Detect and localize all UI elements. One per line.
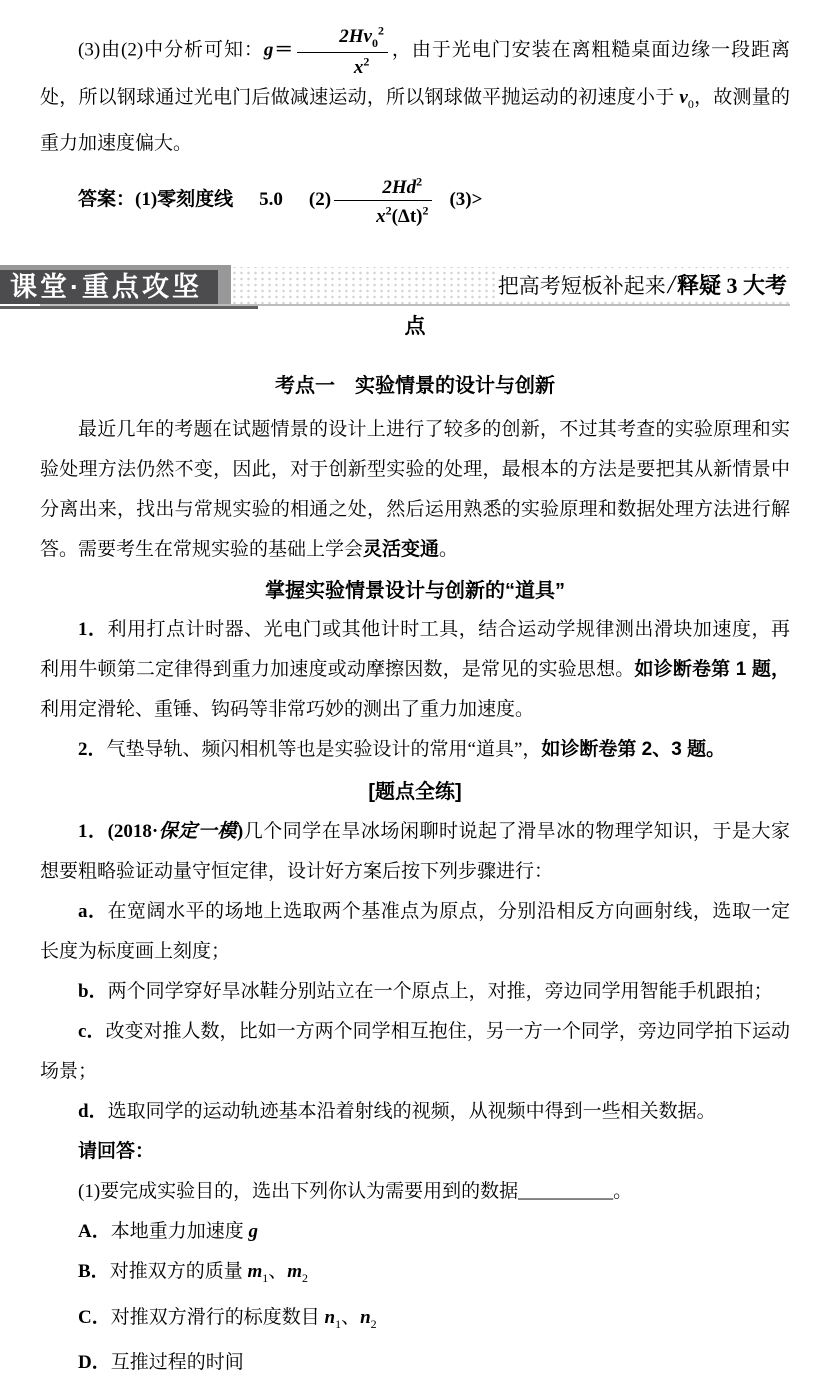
- option-b-letter: B．: [78, 1260, 110, 1282]
- point-item-1: [40, 610, 790, 730]
- step-b-marker: b．: [78, 980, 108, 1002]
- banner-tagline: [495, 270, 790, 301]
- problem-source-name: 保定一模: [158, 820, 237, 842]
- item1-bold: 如诊断卷第 1 题，: [634, 658, 791, 680]
- formula-fraction-1: [297, 24, 388, 78]
- numerator-sub: 0: [371, 36, 378, 51]
- step-a: [40, 892, 790, 972]
- answer-part2-label: (2): [308, 189, 332, 211]
- kaodian-heading: 考点一 实验情景的设计与创新: [275, 374, 555, 397]
- option-c-sub1: 1: [335, 1316, 342, 1331]
- option-b-sub1: 1: [262, 1270, 269, 1285]
- problem-source-open: (: [107, 820, 114, 842]
- option-c-text: 对推双方滑行的标度数目: [110, 1306, 325, 1328]
- problem-text: 几个同学在旱冰场闲聊时说起了滑旱冰的物理学知识，于是大家想要粗略验证动量守恒定律，设计好方案后按下列步骤进行：: [40, 820, 790, 882]
- option-c-var2: n: [360, 1306, 371, 1328]
- analysis-tail-2: ，故测量的重力加速度偏大。: [40, 87, 790, 155]
- question-1-period: 。: [613, 1180, 633, 1202]
- item1-text: 利用打点计时器、光电门或其他计时工具，结合运动学规律测出滑块加速度，再利用牛顿第二定律得到重力加速度或动摩擦因数，是常见的实验思想。: [40, 618, 790, 680]
- problem-source-year: 2018·: [113, 820, 159, 842]
- option-a-text: 本地重力加速度: [110, 1220, 249, 1242]
- answer-part3: (3)>: [449, 189, 483, 211]
- numerator-sup: 2: [416, 175, 423, 190]
- problem-marker: 1．: [78, 820, 108, 842]
- step-c-marker: c．: [78, 1020, 106, 1042]
- option-a-var1: g: [248, 1220, 258, 1242]
- tidian-heading: [题点全练]: [368, 780, 462, 803]
- denominator-paren: (Δt): [391, 205, 423, 227]
- problem-source-close: ): [236, 820, 244, 842]
- formula-fraction-2: [334, 175, 432, 227]
- step-a-text: 在宽阔水平的场地上选取两个基准点为原点，分别沿相反方向画射线，选取一定长度为标度画上刻度；: [40, 900, 790, 962]
- analysis-lead: (3)由(2)中分析可知：: [78, 39, 264, 61]
- option-c: [40, 1298, 790, 1344]
- banner-slash: /: [667, 269, 675, 299]
- option-c-sub2: 2: [370, 1316, 377, 1331]
- step-d-text: 选取同学的运动轨迹基本沿着射线的视频，从视频中得到一些相关数据。: [107, 1100, 716, 1122]
- option-b-var1: m: [247, 1260, 263, 1282]
- item1-kai: 利用定滑轮、重锤、钩码等非常巧妙的测出了重力加速度。: [40, 698, 535, 720]
- option-b-text: 对推双方的质量: [109, 1260, 248, 1282]
- banner-tagline-wrapped-char: 点: [404, 313, 426, 338]
- step-d: [40, 1092, 790, 1132]
- step-b-text: 两个同学穿好旱冰鞋分别站立在一个原点上，对推，旁边同学用智能手机跟拍；: [107, 980, 773, 1002]
- banner-tagline-normal: 把高考短板补起来: [497, 273, 666, 298]
- section-banner: [10, 267, 790, 306]
- analysis-tail-1: ，由于光电门安装在离粗糙桌面边缘一段距离处，所以钢球通过光电门后做减速运动，所以钢球做平抛运动的初速度小于: [40, 39, 790, 109]
- item1-marker: 1．: [78, 618, 108, 640]
- option-b-sep: 、: [268, 1260, 288, 1282]
- fraction-numerator: [334, 175, 432, 201]
- question-1: [40, 1172, 790, 1212]
- formula-equals: ＝: [273, 39, 295, 61]
- item2-bold: 如诊断卷第 2、3 题。: [541, 738, 726, 760]
- analysis-paragraph: [40, 24, 790, 164]
- option-b-sub2: 2: [302, 1270, 309, 1285]
- numerator-main: 2Hv: [339, 26, 372, 48]
- formula-g-lhs: g: [263, 39, 274, 61]
- sub-heading: 掌握实验情景设计与创新的“道具”: [265, 579, 565, 602]
- intro-text: 最近几年的考题在试题情景的设计上进行了较多的创新，不过其考查的实验原理和实验处理方法仍然不变，因此，对于创新型实验的处理，最根本的方法是要把其从新情景中分离出来，找出与常规实验的相通之处，然后运用熟悉的实验原理和数据处理方法进行解答。需要考生在常规实验的基础上学会: [40, 418, 790, 560]
- banner-badge: [0, 265, 231, 304]
- answer-part1: (1)零刻度线: [135, 189, 234, 211]
- option-c-var1: n: [324, 1306, 336, 1328]
- option-d-letter: D．: [78, 1352, 111, 1374]
- option-a-letter: A．: [78, 1220, 111, 1242]
- banner-tagline-bold: 释疑 3 大考: [676, 272, 787, 298]
- item2-marker: 2．: [78, 738, 107, 760]
- option-b-var2: m: [287, 1260, 303, 1282]
- option-c-sep: 、: [341, 1306, 361, 1328]
- problem-statement: [40, 812, 790, 892]
- answer-line: [40, 174, 790, 226]
- item2-text: 气垫导轨、频闪相机等也是实验设计的常用“道具”，: [106, 738, 542, 760]
- step-a-marker: a．: [78, 900, 108, 922]
- step-c: [40, 1012, 790, 1092]
- v0-variable: v: [679, 87, 688, 109]
- denominator-sup: 2: [385, 203, 392, 218]
- numerator-sup: 2: [377, 24, 384, 38]
- step-c-text: 改变对推人数，比如一方两个同学相互抱住，另一方一个同学，旁边同学拍下运动场景；: [40, 1020, 790, 1082]
- fraction-denominator: [334, 201, 432, 226]
- numerator-main: 2Hd: [382, 177, 417, 199]
- fraction-numerator: [297, 24, 388, 53]
- denominator-main: x: [376, 205, 386, 227]
- denominator-paren-sup: 2: [422, 203, 429, 218]
- option-a: [40, 1212, 790, 1252]
- point-item-2: [40, 730, 790, 770]
- answer-label: 答案：: [78, 189, 136, 211]
- v0-subscript: 0: [687, 97, 694, 112]
- step-d-marker: d．: [78, 1100, 108, 1122]
- answer-part1-value: 5.0: [259, 189, 283, 211]
- option-d-text: 互推过程的时间: [110, 1352, 244, 1374]
- answer-blank: __________: [518, 1180, 614, 1202]
- intro-bold-tail: 灵活变通: [363, 538, 440, 560]
- question-1-text: (1)要完成实验目的，选出下列你认为需要用到的数据: [78, 1180, 519, 1202]
- fraction-denominator: [297, 53, 388, 78]
- intro-period: 。: [439, 538, 459, 560]
- banner-badge-title: 课堂·重点攻坚: [0, 270, 218, 304]
- denominator-main: x: [353, 57, 364, 79]
- intro-paragraph: [40, 410, 790, 570]
- option-b: [40, 1252, 790, 1298]
- please-answer: 请回答：: [78, 1140, 155, 1162]
- option-c-letter: C．: [78, 1306, 111, 1328]
- step-b: [40, 972, 790, 1012]
- denominator-sup: 2: [363, 55, 370, 70]
- option-d: [40, 1343, 790, 1383]
